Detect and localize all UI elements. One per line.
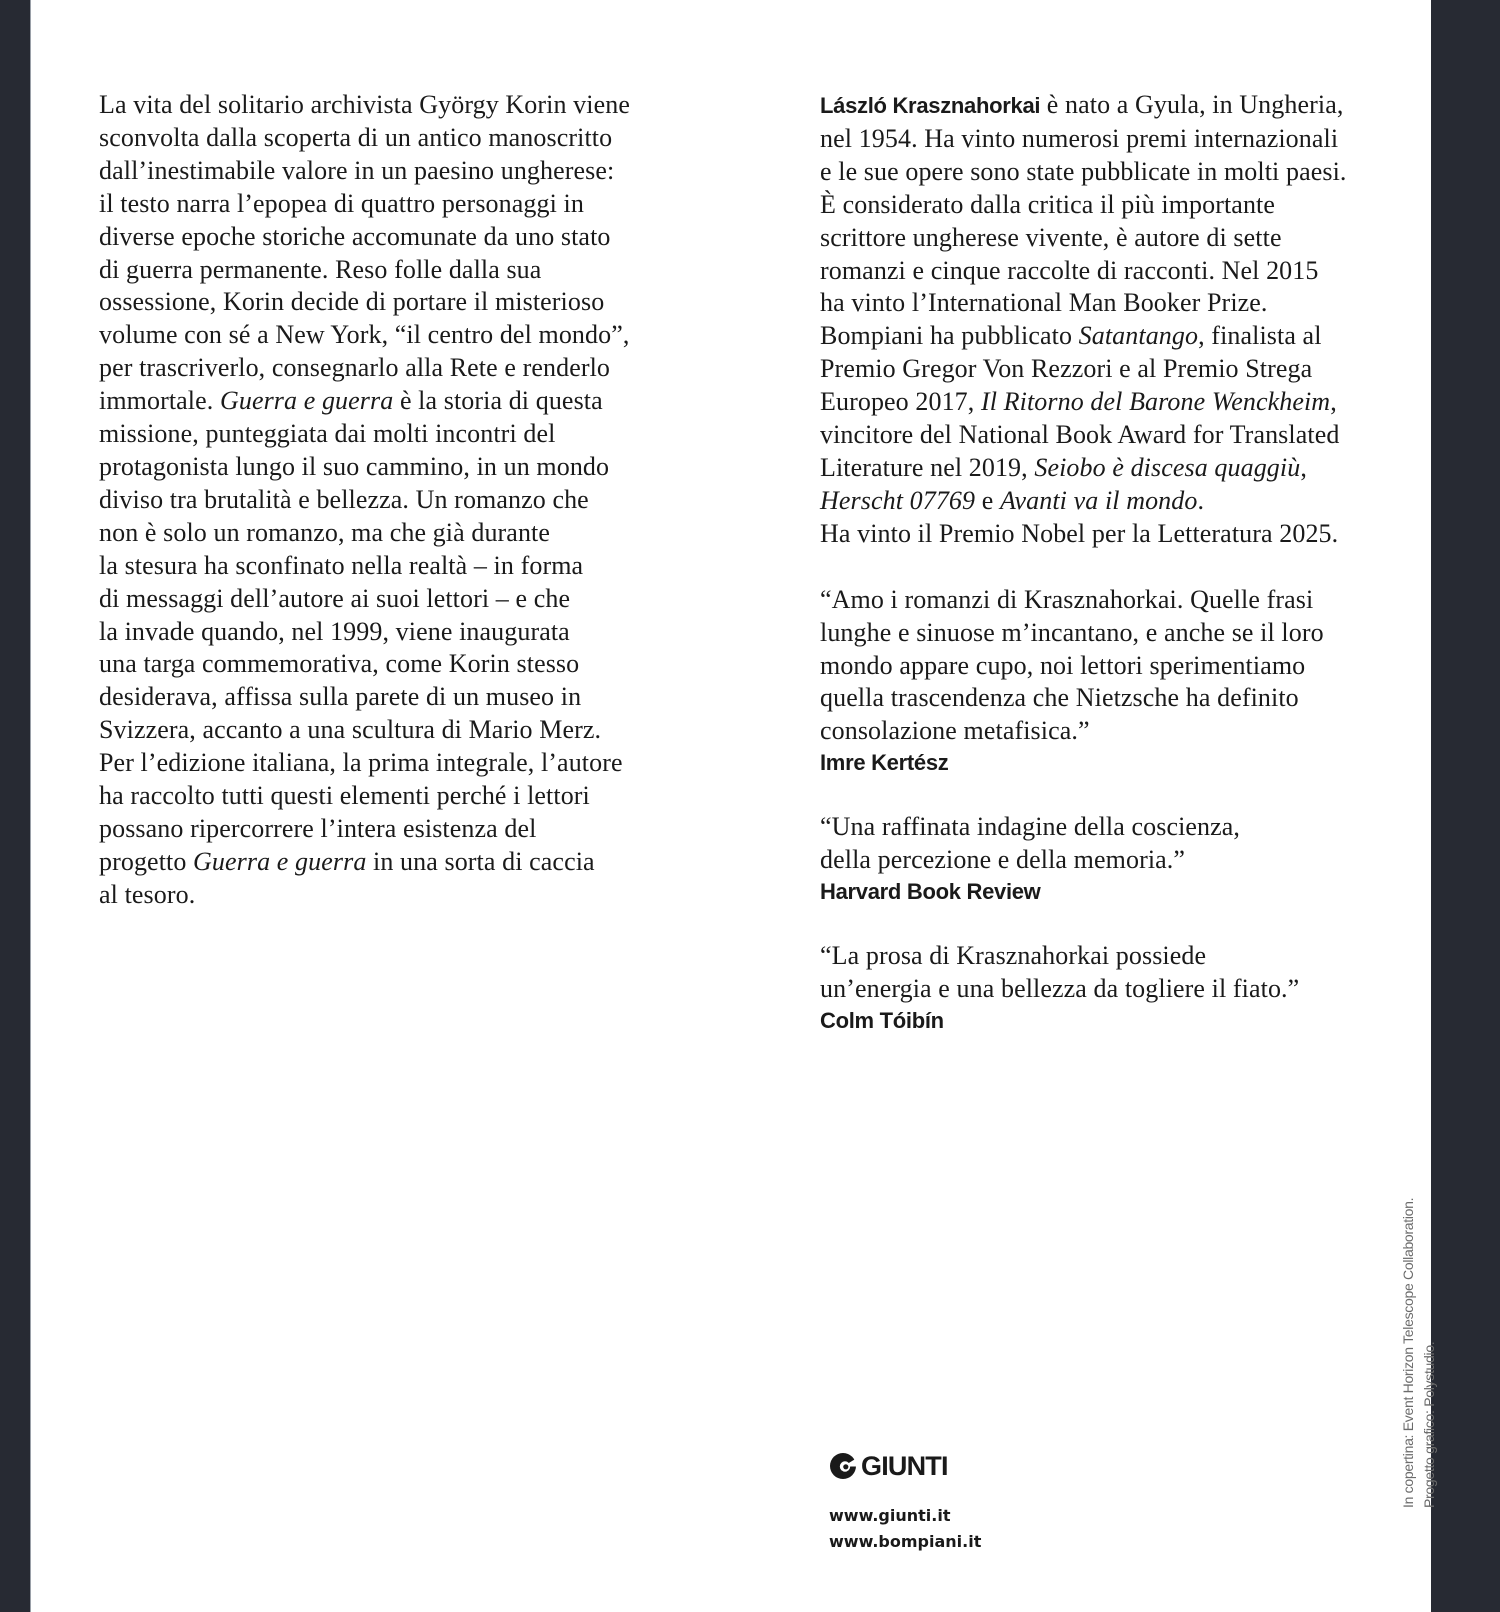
synopsis-line xyxy=(99,286,739,319)
text-run: ha raccolto tutti questi elementi perché i lettori xyxy=(99,781,590,811)
text-run: missione, punteggiata dai molti incontri del xyxy=(99,419,556,449)
back-cover-page xyxy=(30,0,1437,1612)
synopsis-line xyxy=(99,517,739,550)
text-run: Literature nel 2019, xyxy=(820,452,1035,482)
quote-attribution: Harvard Book Review xyxy=(820,879,1041,905)
quote-line: “La prosa di Krasznahorkai possiede xyxy=(820,941,1207,971)
book-title: Avanti va il mondo xyxy=(999,485,1198,515)
bio-line xyxy=(820,320,1460,353)
quote-line: “Una raffinata indagine della coscienza, xyxy=(820,812,1241,842)
text-run: diverse epoche storiche accomunate da uno stato xyxy=(99,221,611,251)
text-run: La vita del solitario archivista György Korin viene xyxy=(99,90,630,119)
book-title: Il Ritorno del Barone Wenckheim xyxy=(980,387,1331,417)
quote-attribution: Colm Tóibín xyxy=(820,1007,944,1033)
text-run: Ha vinto il Premio Nobel per la Letteratura 2025. xyxy=(820,518,1339,548)
quote-line: quella trascendenza che Nietzsche ha definito xyxy=(820,683,1299,713)
text-run: scrittore ungherese vivente, è autore di sette xyxy=(820,222,1282,252)
giunti-logo xyxy=(829,1449,981,1483)
bio-line xyxy=(820,518,1460,551)
giunti-url[interactable]: www.giunti.it xyxy=(829,1506,951,1525)
synopsis-line xyxy=(99,418,739,451)
publisher-urls xyxy=(829,1503,981,1555)
synopsis-line xyxy=(99,813,739,846)
quote-line: un’energia e una bellezza da togliere il fiato.” xyxy=(820,973,1300,1003)
text-run: , xyxy=(1330,387,1337,417)
review-quote xyxy=(820,811,1460,907)
synopsis-line xyxy=(99,451,739,484)
text-run: diviso tra brutalità e bellezza. Un romanzo che xyxy=(99,484,589,514)
bio-line xyxy=(820,353,1460,386)
bio-line xyxy=(820,255,1460,288)
bio-line xyxy=(820,189,1460,222)
quote-line: lunghe e sinuose m’incantano, e anche se il loro xyxy=(820,617,1324,647)
text-run: romanzi e cinque raccolte di racconti. Nel 2015 xyxy=(820,255,1319,285)
text-run: immortale. xyxy=(99,386,220,416)
synopsis-line xyxy=(99,122,739,155)
book-title: Seiobo è discesa quaggiù xyxy=(1034,452,1301,482)
quote-line: mondo appare cupo, noi lettori sperimentiamo xyxy=(820,650,1306,680)
text-run: al tesoro. xyxy=(99,879,196,909)
text-run: la invade quando, nel 1999, viene inaugurata xyxy=(99,616,570,646)
bio-line xyxy=(820,485,1460,518)
giunti-g-logo-icon xyxy=(829,1452,857,1480)
synopsis-line xyxy=(99,319,739,352)
book-title: Guerra e guerra xyxy=(219,386,394,416)
text-run: e xyxy=(975,485,1000,515)
text-run: di guerra permanente. Reso folle dalla sua xyxy=(99,254,542,284)
author-name: László Krasznahorkai xyxy=(820,93,1041,118)
publisher-block xyxy=(829,1449,981,1555)
text-run: Premio Gregor Von Rezzori e al Premio Strega xyxy=(820,354,1313,384)
synopsis-line xyxy=(99,616,739,649)
quote-line: della percezione e della memoria.” xyxy=(820,845,1186,875)
book-title: Satantango xyxy=(1078,321,1199,351)
quote-attribution: Imre Kertész xyxy=(820,750,949,776)
synopsis-line xyxy=(99,385,739,418)
review-quote xyxy=(820,584,1460,779)
design-credit: Progetto grafico: Polystudio. xyxy=(1421,1341,1437,1508)
bio-line xyxy=(820,419,1460,452)
bio-line xyxy=(820,89,1460,123)
bio-line xyxy=(820,452,1460,485)
text-run: , xyxy=(1300,452,1307,482)
text-run: ossessione, Korin decide di portare il misterioso xyxy=(99,287,605,317)
text-run: È considerato dalla critica il più importante xyxy=(820,189,1276,219)
text-run: sconvolta dalla scoperta di un antico manoscritto xyxy=(99,122,613,152)
text-run: Bompiani ha pubblicato xyxy=(820,321,1079,351)
text-run: la stesura ha sconfinato nella realtà – in forma xyxy=(99,550,584,580)
book-title: Guerra e guerra xyxy=(193,846,367,876)
text-run: protagonista lungo il suo cammino, in un mondo xyxy=(99,451,610,481)
bio-and-quotes-column xyxy=(820,89,1460,1036)
text-run: in una sorta di caccia xyxy=(366,846,595,876)
text-run: per trascriverlo, consegnarlo alla Rete e renderlo xyxy=(99,353,611,383)
cover-image-credit: In copertina: Event Horizon Telescope Collaboration. xyxy=(1400,1197,1416,1508)
text-run: progetto xyxy=(99,846,194,876)
book-title: Herscht 07769 xyxy=(820,485,976,515)
synopsis-line xyxy=(99,155,739,188)
author-bio xyxy=(820,89,1460,551)
synopsis-line xyxy=(99,188,739,221)
text-run: non è solo un romanzo, ma che già durante xyxy=(99,517,551,547)
bio-line xyxy=(820,156,1460,189)
text-run: è la storia di questa xyxy=(393,386,603,416)
text-run: dall’inestimabile valore in un paesino ungherese: xyxy=(99,155,615,185)
bio-line xyxy=(820,386,1460,419)
text-run: . xyxy=(1197,485,1205,515)
bio-line xyxy=(820,123,1460,156)
synopsis-line xyxy=(99,879,739,912)
synopsis-line xyxy=(99,648,739,681)
synopsis-line xyxy=(99,484,739,517)
synopsis-line xyxy=(99,780,739,813)
quote-line: “Amo i romanzi di Krasznahorkai. Quelle frasi xyxy=(820,584,1314,614)
logo-text: GIUNTI xyxy=(861,1450,948,1481)
synopsis-line xyxy=(99,89,739,122)
review-quote xyxy=(820,940,1460,1036)
synopsis-line xyxy=(99,550,739,583)
text-run: vincitore del National Book Award for Translated xyxy=(820,420,1340,450)
text-run: una targa commemorativa, come Korin stesso xyxy=(99,649,580,679)
cover-credits xyxy=(1398,1188,1458,1608)
text-run: ha vinto l’International Man Booker Prize. xyxy=(820,288,1268,318)
synopsis-line xyxy=(99,583,739,616)
review-quotes xyxy=(820,584,1460,1036)
synopsis-line xyxy=(99,846,739,879)
text-run: , finalista al xyxy=(1198,321,1322,351)
bio-line xyxy=(820,287,1460,320)
synopsis-line xyxy=(99,681,739,714)
text-run: possano ripercorrere l’intera esistenza del xyxy=(99,813,537,843)
bio-text: è nato a Gyula, in Ungheria, xyxy=(1040,90,1344,119)
text-run: desiderava, affissa sulla parete di un museo in xyxy=(99,682,582,712)
quote-line: consolazione metafisica.” xyxy=(820,716,1090,746)
synopsis-line xyxy=(99,221,739,254)
bio-line xyxy=(820,222,1460,255)
text-run: il testo narra l’epopea di quattro personaggi in xyxy=(99,188,584,218)
text-run: Per l’edizione italiana, la prima integrale, l’autore xyxy=(99,748,623,778)
bompiani-url[interactable]: www.bompiani.it xyxy=(829,1532,982,1551)
text-run: e le sue opere sono state pubblicate in molti paesi. xyxy=(820,156,1347,186)
synopsis-line xyxy=(99,352,739,385)
text-run: Svizzera, accanto a una scultura di Mario Merz. xyxy=(99,715,602,745)
text-run: Europeo 2017, xyxy=(820,387,981,417)
synopsis-line xyxy=(99,714,739,747)
text-run: nel 1954. Ha vinto numerosi premi internazionali xyxy=(820,123,1339,153)
text-run: volume con sé a New York, “il centro del mondo”, xyxy=(99,320,630,350)
synopsis-line xyxy=(99,747,739,780)
synopsis-column xyxy=(99,89,739,912)
text-run: di messaggi dell’autore ai suoi lettori – e che xyxy=(99,583,571,613)
synopsis-line xyxy=(99,254,739,287)
